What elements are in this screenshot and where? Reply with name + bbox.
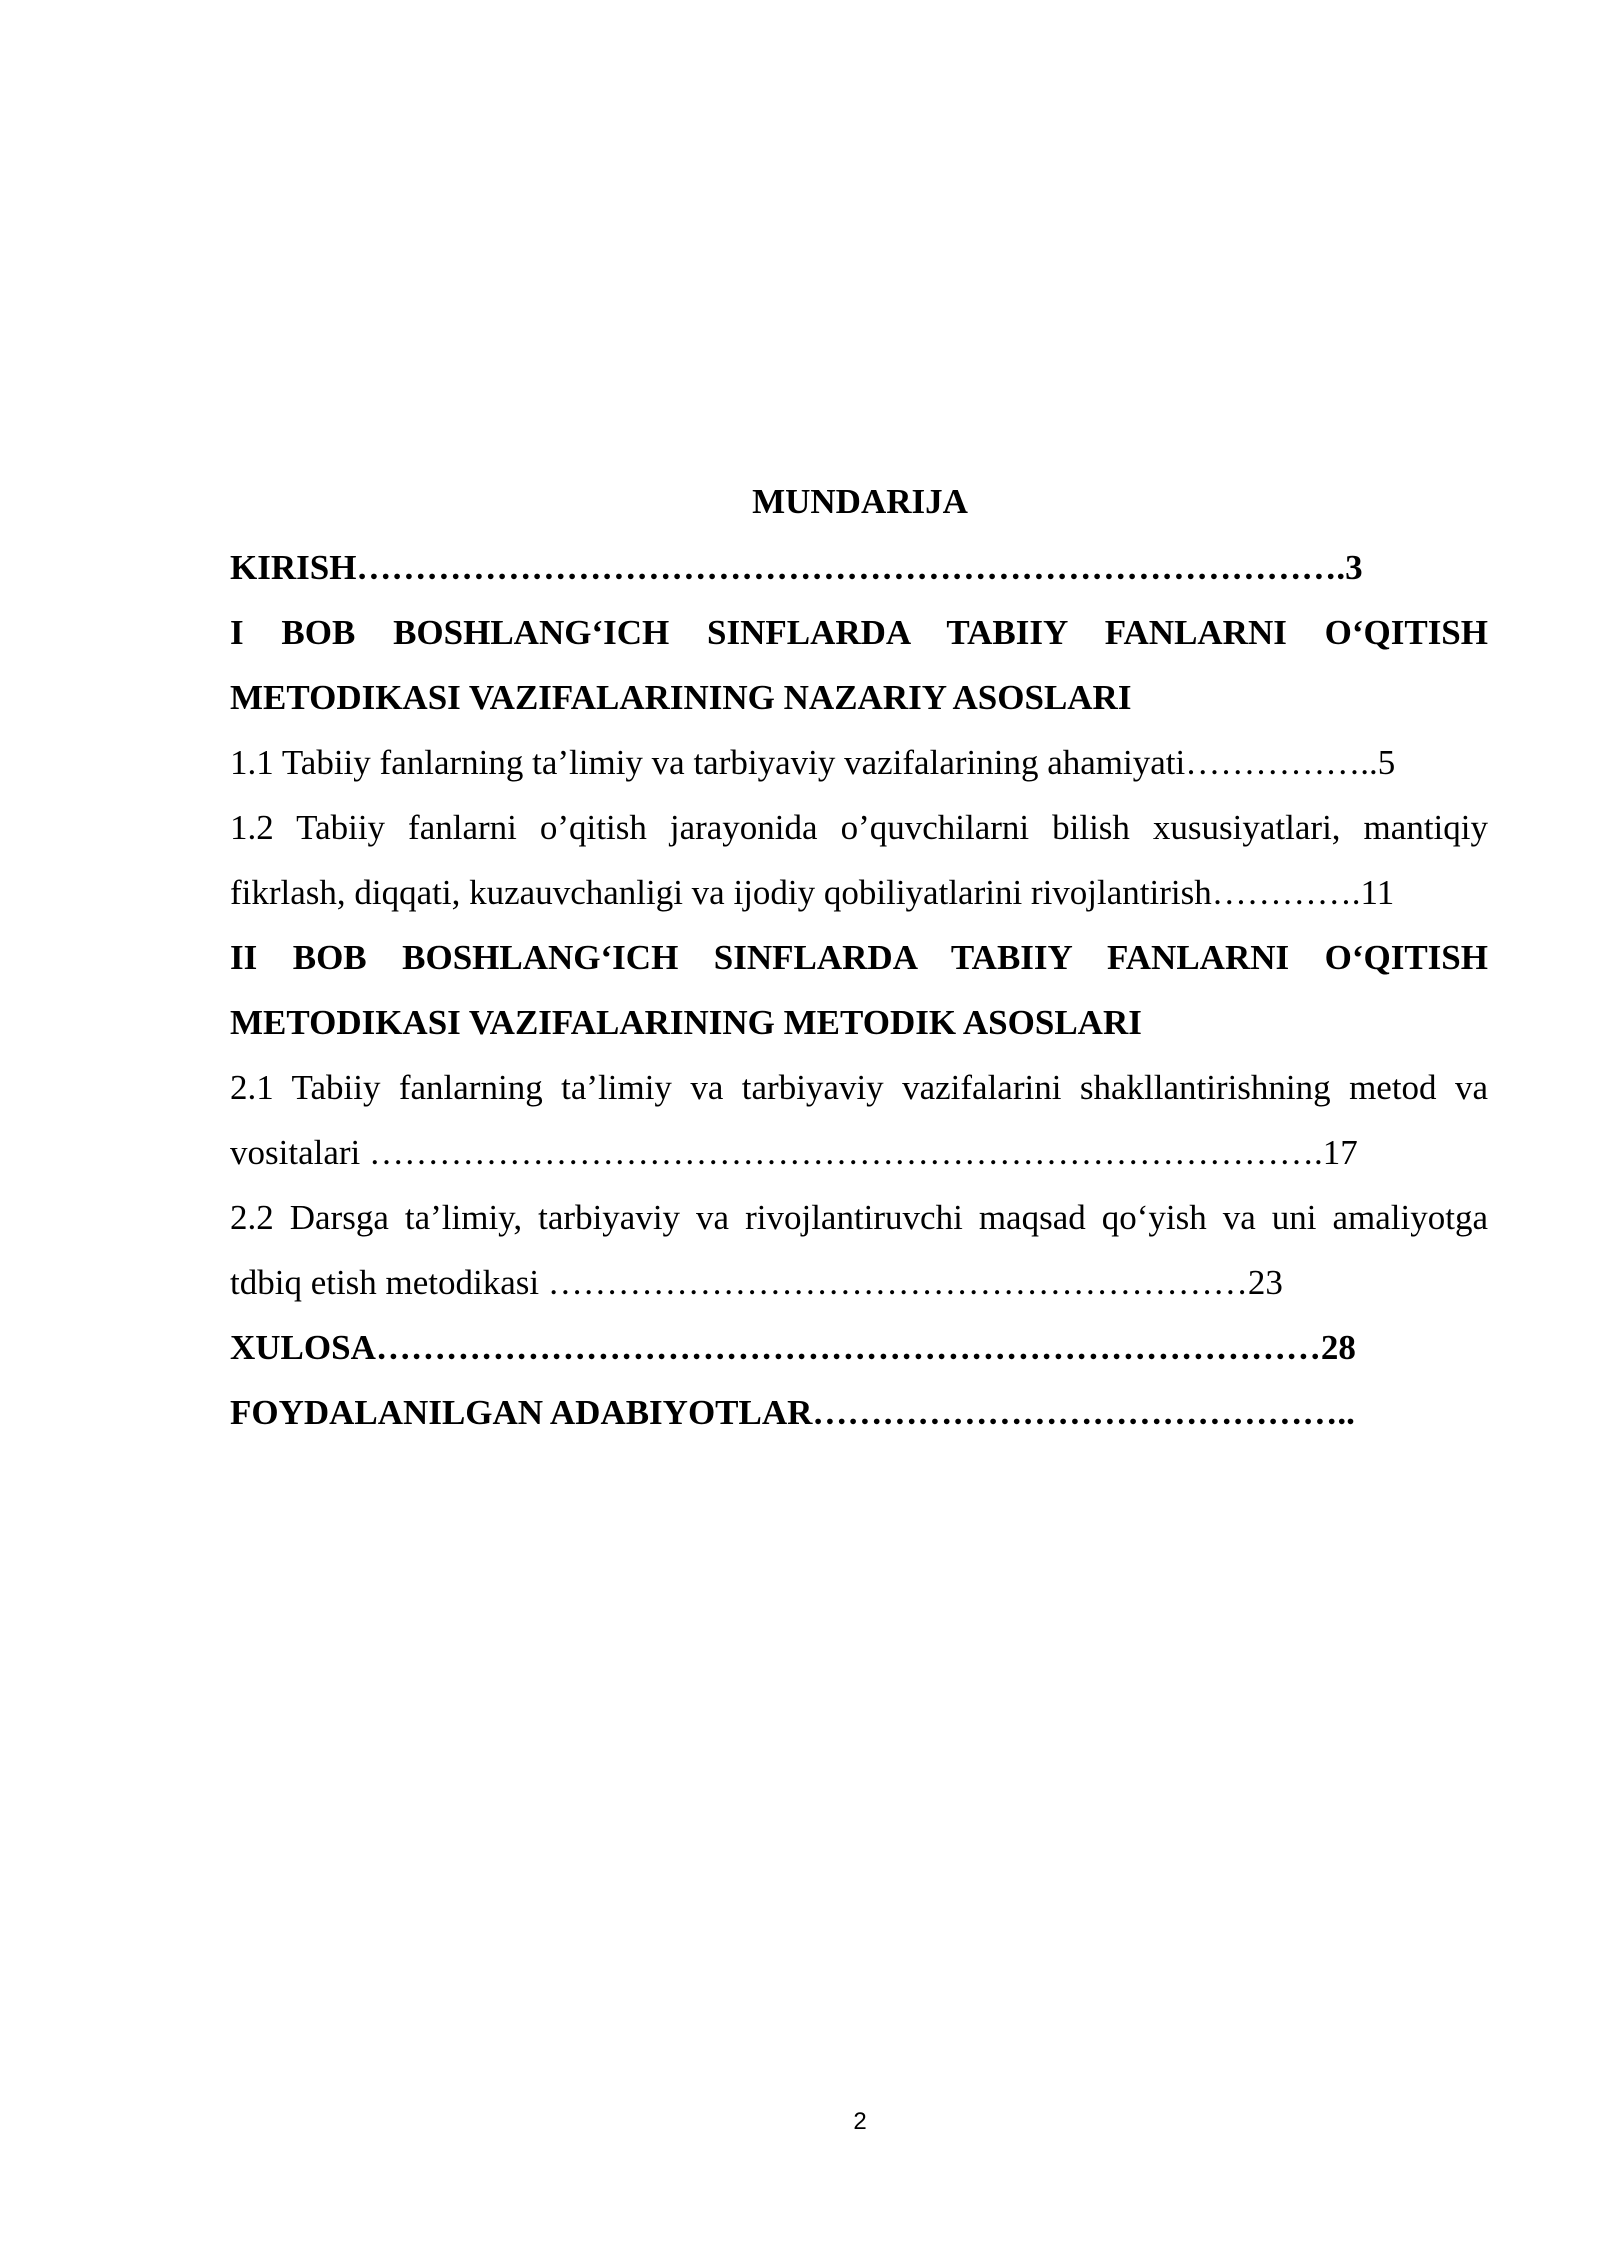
toc-chapter-1-heading-cont: METODIKASI VAZIFALARINING NAZARIY ASOSLARI xyxy=(230,678,1132,717)
toc-chapter-2-heading-cont: METODIKASI VAZIFALARINING METODIK ASOSLARI xyxy=(230,1003,1142,1042)
table-of-contents xyxy=(230,535,1488,1445)
page-title: MUNDARIJA xyxy=(752,482,968,521)
toc-entry-xulosa: XULOSA………………………………………………………………………28 xyxy=(230,1328,1356,1367)
toc-entry-2-1-cont: vositalari ……………………………………………………………………….17 xyxy=(230,1133,1358,1172)
toc-entry-2-1: 2.1 Tabiiy fanlarning ta’limiy va tarbiyaviy vazifalarini shakllantirishning metod va xyxy=(230,1068,1488,1107)
toc-chapter-2-heading: II BOB BOSHLANG‘ICH SINFLARDA TABIIY FANLARNI O‘QITISH xyxy=(230,938,1488,977)
toc-entry-kirish: KIRISH………………………………………………………………………….3 xyxy=(230,548,1363,587)
toc-entry-adabiyotlar: FOYDALANILGAN ADABIYOTLAR……………………………………….. xyxy=(230,1393,1355,1432)
toc-entry-2-2-cont: tdbiq etish metodikasi ……………………………………………………23 xyxy=(230,1263,1283,1302)
toc-entry-2-2: 2.2 Darsga ta’limiy, tarbiyaviy va rivojlantiruvchi maqsad qo‘yish va uni amaliyotga xyxy=(230,1198,1488,1237)
toc-chapter-1-heading: I BOB BOSHLANG‘ICH SINFLARDA TABIIY FANLARNI O‘QITISH xyxy=(230,613,1488,652)
toc-entry-1-2-cont: fikrlash, diqqati, kuzauvchanligi va ijodiy qobiliyatlarini rivojlantirish………….11 xyxy=(230,873,1395,912)
toc-entry-1-1: 1.1 Tabiiy fanlarning ta’limiy va tarbiyaviy vazifalarining ahamiyati……………..5 xyxy=(230,743,1396,782)
page-number: 2 xyxy=(853,2108,867,2135)
toc-entry-1-2: 1.2 Tabiiy fanlarni o’qitish jarayonida o’quvchilarni bilish xususiyatlari, mantiqiy xyxy=(230,808,1488,847)
